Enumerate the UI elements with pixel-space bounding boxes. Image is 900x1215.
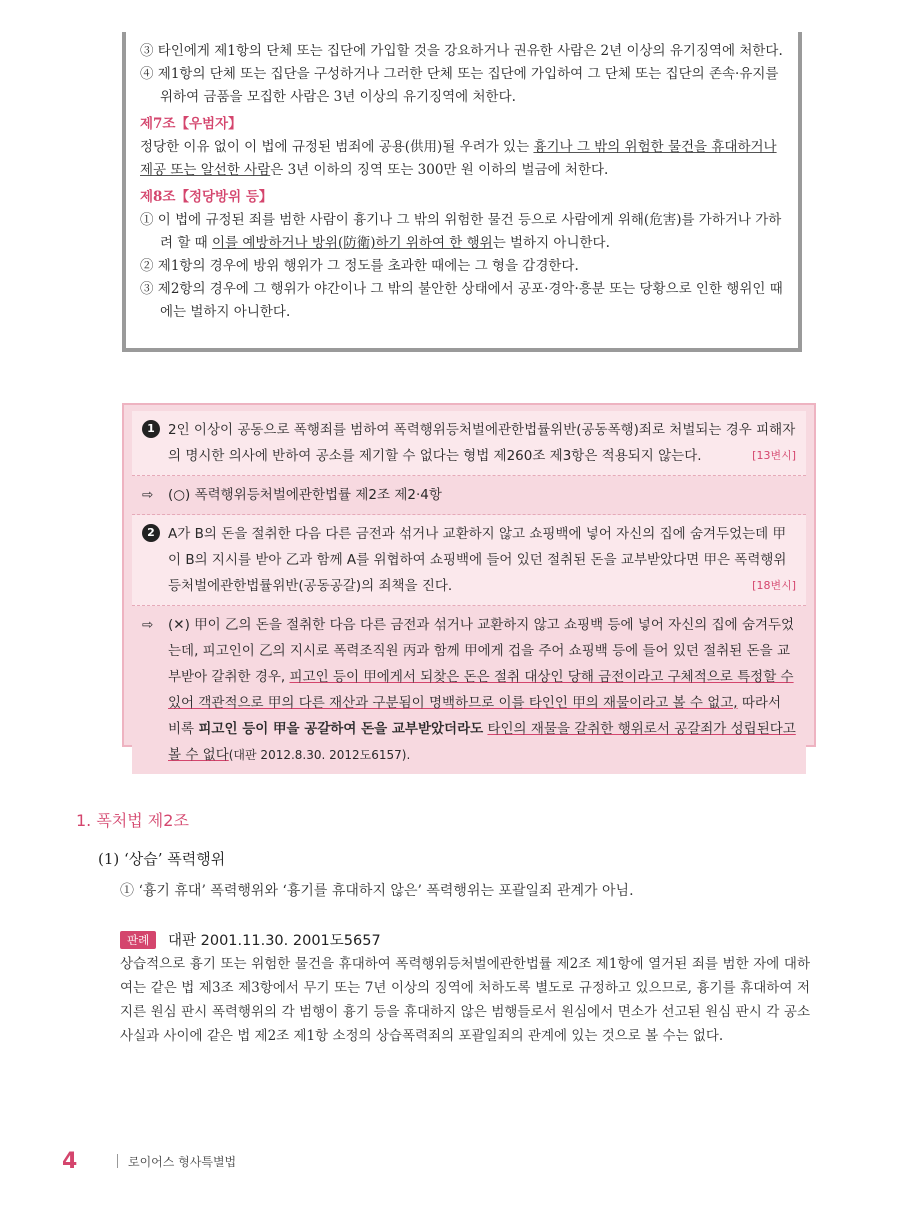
exam-tag: [18변시]	[752, 579, 796, 592]
article-8-title: 제8조【정당방위 등】	[140, 189, 273, 205]
article-7-text: 정당한 이유 없이 이 법에 규정된 범죄에 공용(供用)될 우려가 있는 흉기나 그 밖의 위험한 물건을 휴대하거나 제공 또는 알선한 사람은 3년 이하의 징역 또는 300만 원 이하의 벌금에 처한다.	[140, 139, 777, 178]
question-number-badge: 2	[142, 524, 160, 542]
article-8-paragraph-2: ② 제1항의 경우에 방위 행위가 그 정도를 초과한 때에는 그 형을 감경한다.	[140, 258, 579, 274]
subsection-heading: (1) ‘상습’ 폭력행위	[98, 850, 226, 868]
arrow-icon: ⇨	[142, 487, 154, 503]
answer-underlined: 타인의 재물을 갈취한 행위로서 공갈죄가 성립된다고 볼 수 없다	[168, 721, 796, 763]
law-paragraph-4: ④ 제1항의 단체 또는 집단을 구성하거나 그러한 단체 또는 집단에 가입하여 그 단체 또는 집단의 존속·유지를 위하여 금품을 모집한 사람은 3년 이상의 유기징역에 처한다.	[140, 66, 779, 105]
answer-1	[132, 476, 806, 515]
answer-2	[132, 606, 806, 774]
footer-divider	[117, 1154, 118, 1168]
question-number-badge: 1	[142, 420, 160, 438]
arrow-icon: ⇨	[142, 617, 154, 633]
question-1	[132, 411, 806, 476]
article-8-paragraph-1: ① 이 법에 규정된 죄를 범한 사람이 흉기나 그 밖의 위험한 물건 등으로 사람에게 위해(危害)를 가하거나 가하려 할 때 이를 예방하거나 방위(防衛)하기 위하여 한 행위는 벌하지 아니한다.	[140, 212, 782, 251]
answer-text: (✕) 甲이 乙의 돈을 절취한 다음 다른 금전과 섞거나 교환하지 않고 쇼핑백 등에 넣어 자신의 집에 숨겨두었는데, 피고인이 乙의 지시로 폭력조직원 丙과 함께 甲에게 겁을 주어 쇼핑백 등에 들어 있던 절취된 돈을 교부받아 갈취한 경우,	[168, 617, 795, 685]
page-number: 4	[62, 1149, 78, 1174]
section-heading: 1. 폭처법 제2조	[76, 811, 189, 830]
answer-bold: 피고인 등이 甲을 공갈하여 돈을 교부받았더라도	[198, 721, 484, 737]
question-2	[132, 515, 806, 606]
case-citation: 대판 2001.11.30. 2001도5657	[168, 933, 381, 949]
answer-text: 따라서 비록	[168, 695, 782, 737]
question-text: A가 B의 돈을 절취한 다음 다른 금전과 섞거나 교환하지 않고 쇼핑백에 넣어 자신의 집에 숨겨두었는데 甲이 B의 지시를 받아 乙과 함께 A를 위협하여 쇼핑백에 들어 있던 절취된 돈을 교부받았다면 甲은 폭력행위등처벌에관한법률위반(공동공갈)의 죄책을 진다.	[168, 526, 787, 594]
footer-title: 로이어스 형사특별법	[128, 1155, 237, 1169]
case-body: 상습적으로 흉기 또는 위험한 물건을 휴대하여 폭력행위등처벌에관한법률 제2조 제1항에 열거된 죄를 범한 자에 대하여는 같은 법 제3조 제3항에서 무기 또는 7년 이상의 징역에 처하도록 별도로 규정하고 있으므로, 흉기를 휴대하여 저지른 원심 판시 폭력행위의 각 범행이 흉기 등을 휴대하지 않은 범행들로서 원심에서 면소가 선고된 원심 판시 각 공소사실과 사이에 같은 법 제2조 제1항 소정의 상습폭력죄의 포괄일죄의 관계에 있는 것으로 볼 수는 없다.	[120, 956, 810, 1044]
point-text: ① ‘흉기 휴대’ 폭력행위와 ‘흉기를 휴대하지 않은’ 폭력행위는 포괄일죄 관계가 아님.	[120, 883, 634, 899]
exam-tag: [13변시]	[752, 449, 796, 462]
law-paragraph-3: ③ 타인에게 제1항의 단체 또는 집단에 가입할 것을 강요하거나 권유한 사람은 2년 이상의 유기징역에 처한다.	[140, 43, 783, 59]
statute-box	[122, 32, 802, 352]
question-text: 2인 이상이 공동으로 폭행죄를 범하여 폭력행위등처벌에관한법률위반(공동폭행)죄로 처벌되는 경우 피해자의 명시한 의사에 반하여 공소를 제기할 수 없다는 형법 제260조 제3항은 적용되지 않는다.	[168, 422, 796, 464]
quiz-box	[122, 403, 816, 763]
case-citation: (대판 2012.8.30. 2012도6157).	[228, 748, 411, 762]
quiz-inner	[132, 411, 806, 774]
answer-underlined: 피고인 등이 甲에게서 되찾은 돈은 절취 대상인 당해 금전이라고 구체적으로 특정할 수 있어 객관적으로 甲의 다른 재산과 구분됨이 명백하므로 이를 타인인 甲의 재물이라고 볼 수 없고,	[168, 669, 794, 711]
article-7-title: 제7조【우범자】	[140, 116, 242, 132]
answer-text: (○) 폭력행위등처벌에관한법률 제2조 제2·4항	[168, 487, 442, 503]
article-8-paragraph-3: ③ 제2항의 경우에 그 행위가 야간이나 그 밖의 불안한 상태에서 공포·경악·흥분 또는 당황으로 인한 행위인 때에는 벌하지 아니한다.	[140, 281, 783, 320]
case-badge: 판례	[120, 931, 156, 949]
